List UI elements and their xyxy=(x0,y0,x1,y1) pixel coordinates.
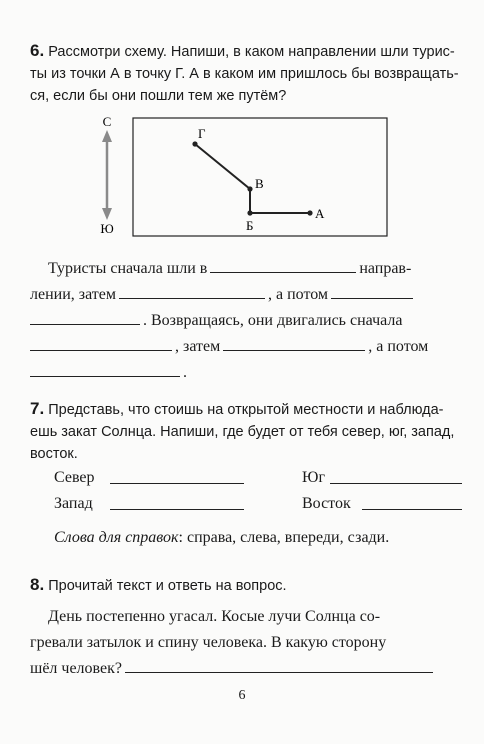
point-v-label: В xyxy=(255,176,264,191)
task6-line-2: ты из точки А в точку Г. А в каком им пришлось бы возвращать- xyxy=(30,66,459,82)
north-field-label: Север xyxy=(54,469,95,486)
point-g xyxy=(192,141,197,146)
south-arrowhead xyxy=(102,208,112,220)
task8-line-1: День постепенно угасал. Косые лучи Солнца со- xyxy=(48,608,381,625)
task6-text xyxy=(30,40,466,107)
point-a xyxy=(307,210,312,215)
hint-label: Слова для справок xyxy=(54,529,179,546)
answer-blank-6[interactable] xyxy=(223,349,365,351)
hint-words: : справа, слева, впереди, сзади. xyxy=(178,529,390,546)
south-label: Ю xyxy=(100,221,114,236)
south-field-label: Юг xyxy=(302,469,326,486)
task7-hint xyxy=(54,525,466,551)
north-field-line[interactable] xyxy=(110,483,244,484)
task6-line-1: Рассмотри схему. Напиши, в каком направлении шли турис- xyxy=(48,44,455,60)
task6-answer-line-1: Туристы сначала шли в направ- xyxy=(48,260,412,277)
task7-line-1: Представь, что стоишь на открытой местности и наблюда- xyxy=(48,402,444,418)
task8-answer-blank[interactable] xyxy=(125,671,433,673)
point-g-label: Г xyxy=(198,126,206,141)
answer-blank-4[interactable] xyxy=(30,323,140,325)
task7-line-2: ешь закат Солнца. Напиши, где будет от тебя север, юг, запад, xyxy=(30,424,455,440)
east-field-line[interactable] xyxy=(362,509,462,510)
point-v xyxy=(247,186,252,191)
task6-number: 6. xyxy=(30,41,45,60)
answer-blank-3[interactable] xyxy=(331,297,413,299)
point-b-label: Б xyxy=(246,218,254,233)
point-b xyxy=(247,210,252,215)
north-arrowhead xyxy=(102,130,112,142)
south-field-line[interactable] xyxy=(330,483,462,484)
route-diagram xyxy=(95,112,395,244)
answer-blank-1[interactable] xyxy=(210,271,356,273)
answer-blank-7[interactable] xyxy=(30,375,180,377)
west-field-label: Запад xyxy=(54,495,93,512)
task8-heading: Прочитай текст и ответь на вопрос. xyxy=(48,578,287,594)
east-field-label: Восток xyxy=(302,495,351,512)
task8-text xyxy=(30,574,466,597)
west-field-line[interactable] xyxy=(110,509,244,510)
task8-line-2: гревали затылок и спину человека. В какую сторону xyxy=(30,634,387,651)
task6-answer-line-4: , затем , а потом xyxy=(30,334,466,360)
task7-line-3: восток. xyxy=(30,446,78,462)
task6-answer-line-3: . Возвращаясь, они двигались сначала xyxy=(30,308,466,334)
answer-blank-2[interactable] xyxy=(119,297,265,299)
task8-number: 8. xyxy=(30,575,45,594)
answer-blank-5[interactable] xyxy=(30,349,172,351)
task6-answer-line-2: лении, затем , а потом xyxy=(30,282,466,308)
task6-line-3: ся, если бы они пошли тем же путём? xyxy=(30,88,287,104)
task7-number: 7. xyxy=(30,399,45,418)
task7-text xyxy=(30,398,466,465)
north-label: С xyxy=(102,114,112,129)
task8-line-3: шёл человек? xyxy=(30,656,466,682)
task6-answer-line-5: . xyxy=(30,360,466,386)
route-path xyxy=(195,144,310,213)
page-number: 6 xyxy=(238,688,246,703)
point-a-label: А xyxy=(315,206,325,221)
